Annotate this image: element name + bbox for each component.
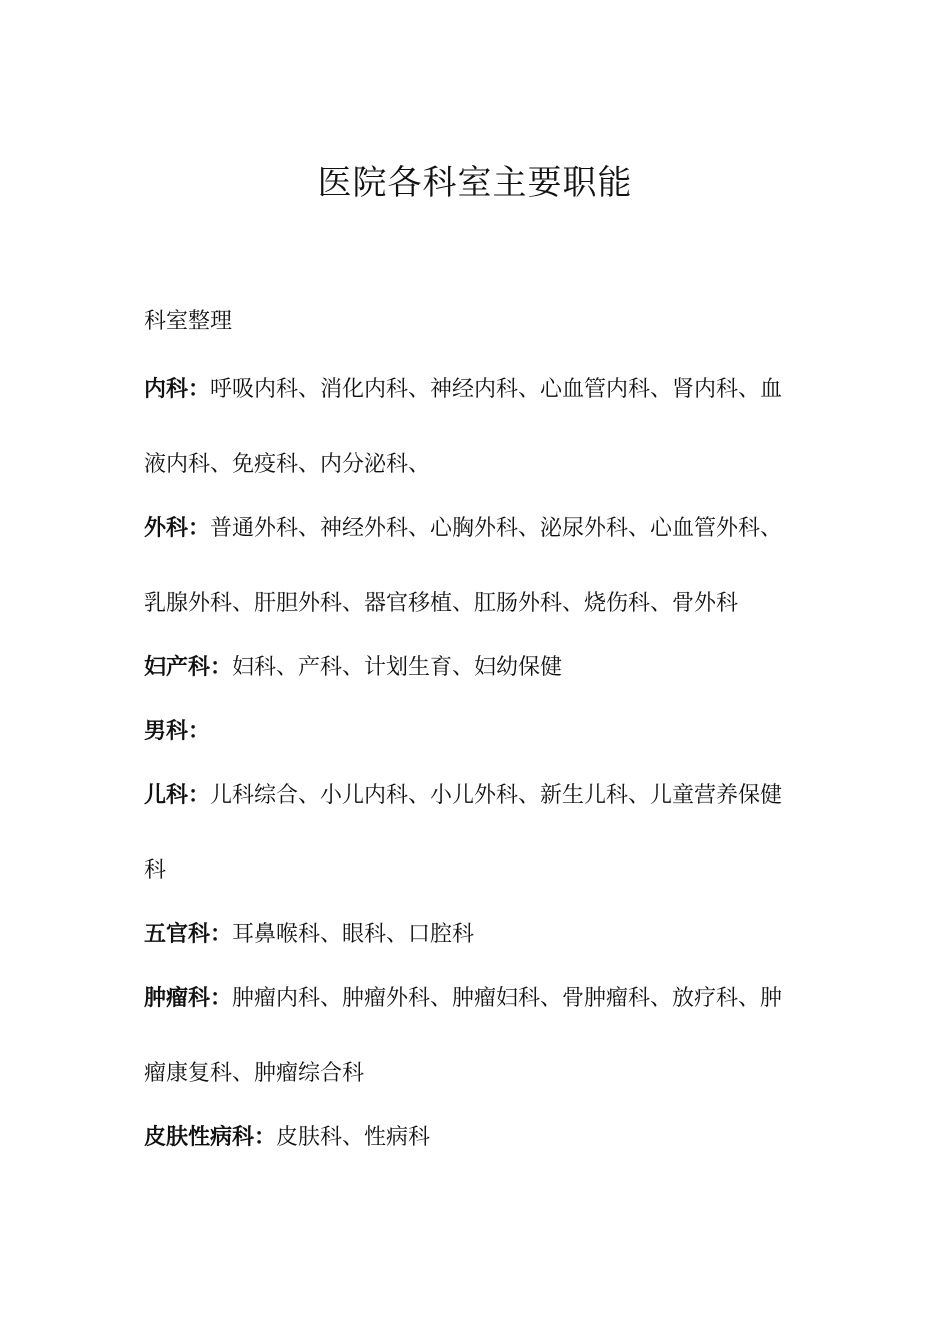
document-title: 医院各科室主要职能 [317, 163, 633, 203]
department-items: 普通外科、神经外科、心胸外科、泌尿外科、心血管外科、乳腺外科、肝胆外科、器官移植、肛肠外科、烧伤科、骨外科 [144, 516, 783, 616]
department-entry [144, 758, 804, 908]
document-body [144, 307, 804, 1183]
department-items: 皮肤科、性病科 [276, 1125, 431, 1150]
department-entry [144, 961, 804, 1111]
department-items: 肿瘤内科、肿瘤外科、肿瘤妇科、骨肿瘤科、放疗科、肿瘤康复科、肿瘤综合科 [144, 986, 783, 1086]
department-items: 耳鼻喉科、眼科、口腔科 [232, 922, 475, 947]
department-items: 妇科、产科、计划生育、妇幼保健 [232, 655, 563, 680]
document-subtitle: 科室整理 [144, 309, 233, 334]
department-name: 内科： [144, 377, 211, 402]
department-name: 皮肤性病科： [144, 1125, 277, 1150]
department-name: 五官科： [144, 922, 233, 947]
department-name: 男科： [144, 719, 211, 744]
department-name: 肿瘤科： [144, 986, 233, 1011]
department-name: 儿科： [144, 783, 211, 808]
department-entry [144, 352, 804, 502]
department-entry [144, 491, 804, 641]
department-entry [144, 1100, 804, 1175]
department-name: 妇产科： [144, 655, 233, 680]
department-items: 儿科综合、小儿内科、小儿外科、新生儿科、儿童营养保健科 [144, 783, 783, 883]
department-items: 呼吸内科、消化内科、神经内科、心血管内科、肾内科、血液内科、免疫科、内分泌科、 [144, 377, 783, 477]
department-name: 外科： [144, 516, 211, 541]
